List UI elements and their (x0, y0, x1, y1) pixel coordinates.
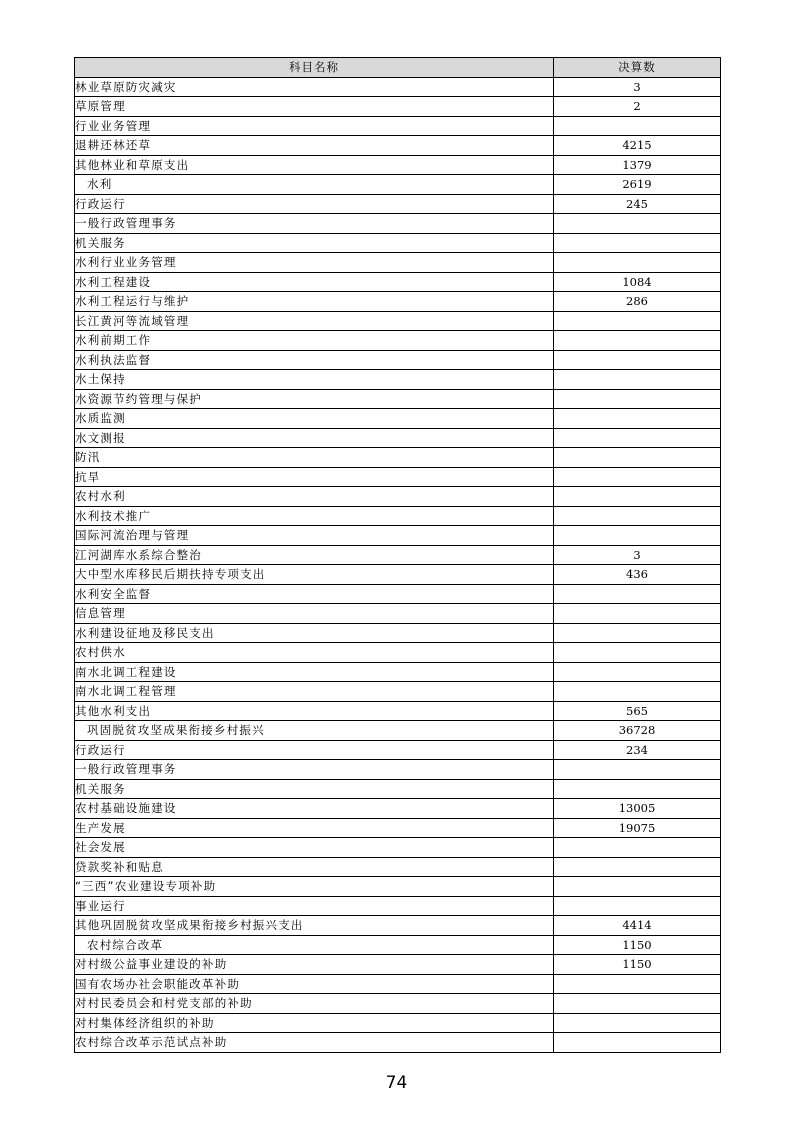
header-final-amount: 决算数 (554, 58, 721, 78)
final-amount-cell (554, 370, 721, 390)
final-amount-cell: 19075 (554, 818, 721, 838)
final-amount-cell: 1150 (554, 935, 721, 955)
final-amount-cell: 1084 (554, 272, 721, 292)
header-subject-name: 科目名称 (75, 58, 554, 78)
final-amount-cell (554, 487, 721, 507)
subject-name-cell: 事业运行 (75, 896, 554, 916)
final-amount-cell: 234 (554, 740, 721, 760)
table-row (75, 467, 721, 487)
final-amount-cell (554, 682, 721, 702)
table-row (75, 662, 721, 682)
final-amount-cell (554, 877, 721, 897)
subject-name-cell: 其他水利支出 (75, 701, 554, 721)
final-amount-cell (554, 448, 721, 468)
table-row (75, 506, 721, 526)
table-row (75, 838, 721, 858)
table-row (75, 701, 721, 721)
table-row (75, 194, 721, 214)
subject-name-cell: 水文测报 (75, 428, 554, 448)
subject-name-cell: 对村级公益事业建设的补助 (75, 955, 554, 975)
final-amount-cell (554, 662, 721, 682)
subject-name-cell: 水利执法监督 (75, 350, 554, 370)
subject-name-cell: 大中型水库移民后期扶持专项支出 (75, 565, 554, 585)
table-row (75, 818, 721, 838)
table-row (75, 604, 721, 624)
table-row (75, 994, 721, 1014)
table-row (75, 896, 721, 916)
final-amount-cell: 3 (554, 545, 721, 565)
final-amount-cell (554, 838, 721, 858)
final-amount-cell (554, 623, 721, 643)
final-amount-cell (554, 1013, 721, 1033)
final-amount-cell (554, 389, 721, 409)
final-amount-cell (554, 643, 721, 663)
table-row (75, 331, 721, 351)
table-row (75, 292, 721, 312)
subject-name-cell: 巩固脱贫攻坚成果衔接乡村振兴 (75, 721, 554, 741)
table-row (75, 77, 721, 97)
subject-name-cell: 农村综合改革 (75, 935, 554, 955)
subject-name-cell: 机关服务 (75, 233, 554, 253)
subject-name-cell: 水资源节约管理与保护 (75, 389, 554, 409)
final-amount-cell: 13005 (554, 799, 721, 819)
subject-name-cell: 抗旱 (75, 467, 554, 487)
table-row (75, 643, 721, 663)
final-amount-cell (554, 857, 721, 877)
final-amount-cell (554, 584, 721, 604)
final-amount-cell: 286 (554, 292, 721, 312)
subject-name-cell: 农村水利 (75, 487, 554, 507)
subject-name-cell: 行业业务管理 (75, 116, 554, 136)
table-row (75, 175, 721, 195)
final-amount-cell: 2619 (554, 175, 721, 195)
table-row (75, 760, 721, 780)
final-amount-cell (554, 604, 721, 624)
final-amount-cell (554, 974, 721, 994)
table-row (75, 1033, 721, 1053)
table-row (75, 214, 721, 234)
subject-name-cell: 行政运行 (75, 194, 554, 214)
subject-name-cell: 对村民委员会和村党支部的补助 (75, 994, 554, 1014)
table-row (75, 857, 721, 877)
final-amount-cell (554, 116, 721, 136)
subject-name-cell: 水利建设征地及移民支出 (75, 623, 554, 643)
table-row (75, 740, 721, 760)
final-amount-cell: 2 (554, 97, 721, 117)
final-amount-cell (554, 311, 721, 331)
subject-name-cell: 水利工程运行与维护 (75, 292, 554, 312)
subject-name-cell: 水土保持 (75, 370, 554, 390)
table-row (75, 487, 721, 507)
final-amount-cell (554, 760, 721, 780)
subject-name-cell: 水利行业业务管理 (75, 253, 554, 273)
subject-name-cell: 社会发展 (75, 838, 554, 858)
table-body (75, 77, 721, 1052)
final-amount-cell (554, 506, 721, 526)
table-row (75, 389, 721, 409)
subject-name-cell: “三西”农业建设专项补助 (75, 877, 554, 897)
subject-name-cell: 对村集体经济组织的补助 (75, 1013, 554, 1033)
final-amount-cell (554, 1033, 721, 1053)
final-amount-cell (554, 331, 721, 351)
final-amount-cell (554, 350, 721, 370)
table-row (75, 584, 721, 604)
final-amount-cell: 565 (554, 701, 721, 721)
table-row (75, 448, 721, 468)
subject-name-cell: 南水北调工程管理 (75, 682, 554, 702)
subject-name-cell: 水利技术推广 (75, 506, 554, 526)
subject-name-cell: 农村综合改革示范试点补助 (75, 1033, 554, 1053)
subject-name-cell: 生产发展 (75, 818, 554, 838)
table-row (75, 311, 721, 331)
final-amount-cell (554, 253, 721, 273)
table-row (75, 721, 721, 741)
subject-name-cell: 国际河流治理与管理 (75, 526, 554, 546)
final-amount-cell (554, 994, 721, 1014)
final-amount-cell: 245 (554, 194, 721, 214)
table-row (75, 682, 721, 702)
final-amount-cell (554, 214, 721, 234)
table-row (75, 253, 721, 273)
table-row (75, 565, 721, 585)
table-row (75, 136, 721, 156)
subject-name-cell: 退耕还林还草 (75, 136, 554, 156)
final-amount-cell (554, 526, 721, 546)
subject-name-cell: 国有农场办社会职能改革补助 (75, 974, 554, 994)
table-row (75, 97, 721, 117)
table-row (75, 955, 721, 975)
table-row (75, 974, 721, 994)
final-amount-cell (554, 467, 721, 487)
table-row (75, 1013, 721, 1033)
table-row (75, 935, 721, 955)
table-row (75, 116, 721, 136)
table-row (75, 428, 721, 448)
final-amount-cell (554, 428, 721, 448)
table-row (75, 799, 721, 819)
table-row (75, 526, 721, 546)
final-amount-cell: 436 (554, 565, 721, 585)
table-row (75, 545, 721, 565)
final-amount-cell: 1150 (554, 955, 721, 975)
page-number: 74 (385, 1073, 408, 1093)
subject-name-cell: 水利 (75, 175, 554, 195)
subject-name-cell: 行政运行 (75, 740, 554, 760)
table-row (75, 155, 721, 175)
budget-table (74, 57, 721, 1053)
table-row (75, 233, 721, 253)
table-row (75, 916, 721, 936)
final-amount-cell: 1379 (554, 155, 721, 175)
table-header-row (75, 58, 721, 78)
subject-name-cell: 其他巩固脱贫攻坚成果衔接乡村振兴支出 (75, 916, 554, 936)
subject-name-cell: 其他林业和草原支出 (75, 155, 554, 175)
subject-name-cell: 农村基础设施建设 (75, 799, 554, 819)
subject-name-cell: 一般行政管理事务 (75, 214, 554, 234)
subject-name-cell: 长江黄河等流域管理 (75, 311, 554, 331)
subject-name-cell: 江河湖库水系综合整治 (75, 545, 554, 565)
subject-name-cell: 水质监测 (75, 409, 554, 429)
table-row (75, 877, 721, 897)
final-amount-cell (554, 233, 721, 253)
table-row (75, 623, 721, 643)
subject-name-cell: 防汛 (75, 448, 554, 468)
subject-name-cell: 农村供水 (75, 643, 554, 663)
subject-name-cell: 水利安全监督 (75, 584, 554, 604)
final-amount-cell (554, 409, 721, 429)
subject-name-cell: 机关服务 (75, 779, 554, 799)
subject-name-cell: 水利前期工作 (75, 331, 554, 351)
final-amount-cell: 36728 (554, 721, 721, 741)
subject-name-cell: 一般行政管理事务 (75, 760, 554, 780)
final-amount-cell: 4414 (554, 916, 721, 936)
subject-name-cell: 水利工程建设 (75, 272, 554, 292)
table-row (75, 272, 721, 292)
subject-name-cell: 贷款奖补和贴息 (75, 857, 554, 877)
subject-name-cell: 草原管理 (75, 97, 554, 117)
final-amount-cell (554, 779, 721, 799)
final-amount-cell (554, 896, 721, 916)
table-row (75, 779, 721, 799)
table-row (75, 370, 721, 390)
table-row (75, 409, 721, 429)
subject-name-cell: 信息管理 (75, 604, 554, 624)
final-amount-cell: 3 (554, 77, 721, 97)
subject-name-cell: 南水北调工程建设 (75, 662, 554, 682)
final-amount-cell: 4215 (554, 136, 721, 156)
table-row (75, 350, 721, 370)
subject-name-cell: 林业草原防灾减灾 (75, 77, 554, 97)
